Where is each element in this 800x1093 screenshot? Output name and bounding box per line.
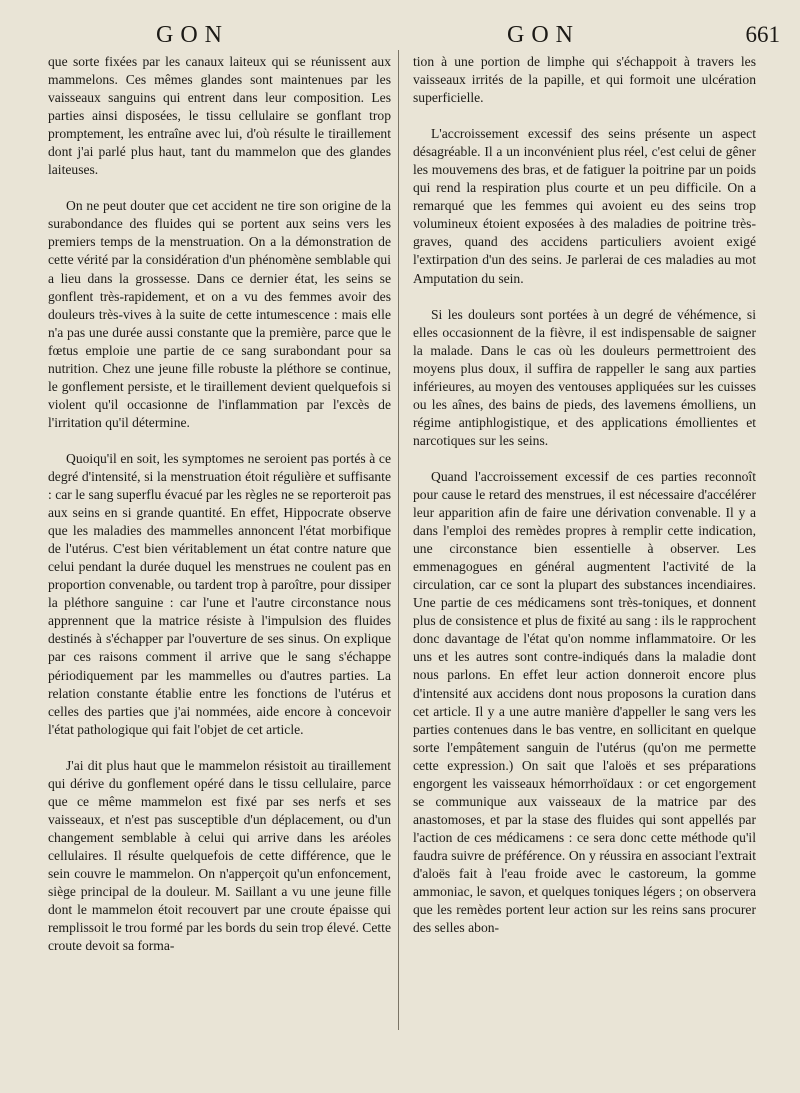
paragraph: On ne peut douter que cet accident ne tire son origine de la surabondance des fluides qui se portent aux seins vers les premiers temps de la menstruation. On a la démonstration de cette vérité par la considération d'un phénomène semblable qui a lieu dans la grossesse. Dans ce dernier état, les seins se gonflent très-rapidement, et on a vu des femmes avoir des douleurs très-vives à la suite de cette intumescence : mais elle n'a pas une durée aussi constante que la première, parce que le fœtus emploie une partie de ce sang surabondant pour sa nutrition. Chez une jeune fille robuste la pléthore se continue, le gonflement persiste, et le tiraillement devient quelquefois si violent qu'il occasionne de l'inflammation par l'excès de l'irritation qu'il détermine. xyxy=(48,198,391,430)
page-header xyxy=(0,20,800,52)
paragraph: L'accroissement excessif des seins présente un aspect désagréable. Il a un inconvénient plus réel, c'est celui de gêner les mouvemens des bras, et de fatiguer la poitrine par un poids qui rend la respiration plus courte et un peu difficile. On a remarqué que les femmes qui avoient eu des seins trop volumineux étoient exposées à des maladies de poitrine très-graves, quand des accidens particuliers avoient exigé l'extirpation d'un des seins. Je parlerai de ces maladies au mot Amputation du sein. xyxy=(413,126,756,286)
paragraph: que sorte fixées par les canaux laiteux qui se réunissent aux mammelons. Ces mêmes glandes sont maintenues par les vaisseaux sanguins qui entrent dans leur composition. Les parties ainsi disposées, le tissu cellulaire se gonflant trop promptement, les entraîne avec lui, d'où résulte le tiraillement dont j'ai parlé plus haut, tant du mammelon que des glandes laiteuses. xyxy=(48,54,391,178)
paragraph: Quand l'accroissement excessif de ces parties reconnoît pour cause le retard des menstrues, il est nécessaire d'accélérer leur apparition afin de faire une dérivation convenable. Il y a dans l'emploi des remèdes propres à remplir cette indication, une circonstance bien essentielle à observer. Les emmenagogues en général augmentent l'activité de la circulation, car ce sont la plupart des substances incendiaires. Une partie de ces médicamens sont très-toniques, et donnent plus de consistence et plus de fixité au sang : ils le rapprochent donc davantage de l'état qu'on nomme inflammatoire. Or les uns et les autres sont contre-indiqués dans la maladie dont nous parlons. En effet leur action donneroit encore plus d'intensité aux accidens dont nous proposons la curation dans cet article. Il y a une autre manière d'appeller le sang vers les parties contenues dans le bas ventre, en sollicitant en quelque sorte l'empâtement sanguin de l'utérus (qu'on me permette cette expression.) On sait que l'aloës et ses préparations engorgent les vaisseaux hémorrhoïdaux : or cet engorgement se communique aux vaisseaux de la matrice par des anastomoses, et par la stase des fluides qui sont appellés par l'action de ces médicamens : ce sera donc cette méthode qu'il faudra suivre de préférence. On y réussira en associant l'extrait d'aloës fait à l'eau froide avec le castoreum, la gomme ammoniac, le savon, et quelques toniques légers ; on observera que les remèdes portent leur action sur les reins sans procurer des selles abon- xyxy=(413,468,756,936)
paragraph: Si les douleurs sont portées à un degré de véhémence, si elles occasionnent de la fièvre, il est indispensable de saigner la malade. Dans le cas où les douleurs permettroient des moyens plus doux, il suffira de rappeller le sang aux parties inférieures, au moyen des ventouses appliquées sur les cuisses ou les aînes, des bains de pieds, des lavemens émolliens, un régime antiphlogistique, et des applications émollientes et narcotiques sur les seins. xyxy=(413,306,756,448)
running-head-left: GON xyxy=(156,22,229,48)
page-number: 661 xyxy=(745,22,780,47)
right-column xyxy=(413,53,756,955)
running-head-right: GON xyxy=(507,22,580,48)
paragraph: tion à une portion de limphe qui s'échappoit à travers les vaisseaux irrités de la papille, et qui formoit une ulcération superficielle. xyxy=(413,54,756,106)
column-divider xyxy=(398,50,399,1030)
left-column xyxy=(48,53,391,973)
paragraph: J'ai dit plus haut que le mammelon résistoit au tiraillement qui dérive du gonflement opéré dans le tissu cellulaire, parce que ce même mammelon est fixé par ses nerfs et ses vaisseaux, et n'est pas susceptible d'un déplacement, ou d'un changement semblable à celui qui arrive dans les aréoles cellulaires. Il résulte quelquefois de cette différence, que le sein couvre le mammelon. On n'apperçoit qu'un enfoncement, siège principal de la douleur. M. Saillant a vu une jeune fille dont le mammelon étoit recouvert par une croute épaisse qui remplissoit le trou formé par les bords du sein trop élevé. Cette croute devoit sa forma- xyxy=(48,757,391,954)
paragraph: Quoiqu'il en soit, les symptomes ne seroient pas portés à ce degré d'intensité, si la menstruation étoit régulière et suffisante : car le sang superflu évacué par les règles ne se reporteroit pas aux seins en si grande quantité. En effet, Hippocrate observe que les maladies des mammelles annoncent l'état morbifique de l'utérus. C'est bien véritablement un état contre nature que celui pendant la durée duquel les menstrues ne coulent pas en proportion convenable, ou tardent trop à paroître, pour dissiper la pléthore sanguine : car l'une et l'autre circonstance nous apprennent que la matrice résiste à l'impulsion des fluides destinés à s'échapper par l'ouverture de ses sinus. On explique par ces raisons comment il arrive que le sang s'échappe périodiquement par les mammelles ou d'autres parties. La relation constante établie entre les fonctions de l'utérus et celles des parties que j'ai nommées, aide encore à concevoir l'état pathologique qui fait l'objet de cet article. xyxy=(48,450,391,737)
